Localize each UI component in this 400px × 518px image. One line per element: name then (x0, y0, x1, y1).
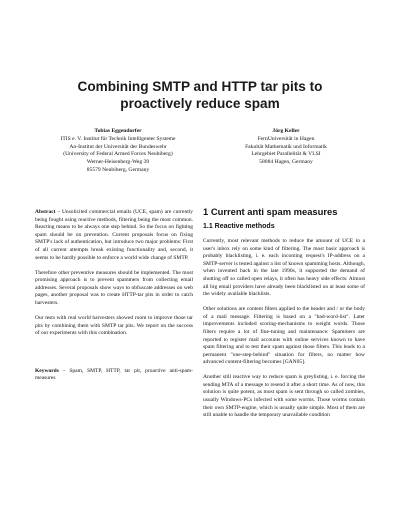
body-paragraph: Other solutions are content filters applied to the header and / or the body of a mail message. Filtering is based on a "bad-word-list". Later improvements included scoring-mechanisms to weight words. Those filters require a lot of fine-tuning and maintenance: Spammers are reported to register mail accounts with online services known to have spam filtering and to test their spam against those filters. This leads to a permanent "one-step-behind" situation for filters, no matter how advanced content-filtering becomes [GAN05]. (203, 306, 365, 366)
author-name: Jörg Keller (272, 128, 300, 134)
affiliation-line: ITIS e. V. Institut für Technik Intelligenter Systeme (60, 135, 176, 142)
affiliation-line: 85579 Neubiberg, Germany (86, 166, 150, 173)
title-line-1: Combining SMTP and HTTP tar pits to (77, 79, 323, 94)
right-column (203, 238, 365, 427)
abstract-text: – Unsolicited commercial emails (UCE, spam) are currently being fought using reactive methods, filtering being the most common. Reacting means to be always one step behind. So the focus on fighting spam should be on prevention. Current proposals focus on fixing SMTP's lack of authentication, but introduce two major problems: First of all current attempts break existing functionality and, second, it seems to be hardly possible to enforce a world wide change of SMTP. (35, 209, 193, 261)
abstract-paragraph (35, 209, 193, 262)
keywords-label: Keywords (35, 367, 59, 374)
abstract-paragraph: Therefore other preventive measures should be implemented. The most promising approach is to prevent spammers from collecting email addresses. Several proposals show ways to obfuscate addresses on web pages, another proposal was to create HTTP-tar pits in order to catch harvesters. (35, 269, 193, 306)
keywords-text: – Spam, SMTP, HTTP, tar pit, proactive anti-spam-measures (35, 367, 193, 382)
left-column (35, 209, 193, 390)
affiliation-line: (University of Federal Armed Forces Neubiberg) (63, 151, 173, 158)
body-paragraph: Another still reactive way to reduce spam is greylisting, i. e. forcing the sending MTA of a message to resend it after a short time. As of now, this solution is quite potent, as most spam is sent through so called zombies, usually Windows-PCs infected with some worms. Those worms contain their own SMTP-engine, which is usually quite simple. Most of them are still unable to handle the temporary unavailable condition (203, 374, 365, 419)
affiliation-line: Werner-Heisenberg-Weg 39 (86, 159, 150, 166)
section-heading: 1 Current anti spam measures (203, 206, 338, 217)
paper-title (0, 78, 400, 112)
abstract-paragraph: Our tests with real world harvesters showed room to improve those tar pits by combining them with SMTP tar pits. We report on the success of our experiments with this combination. (35, 314, 193, 337)
affiliation-line: Fakultät Mathematik und Informatik (245, 143, 327, 150)
author-name: Tobias Eggendorfer (94, 128, 142, 134)
keywords-paragraph (35, 368, 193, 383)
abstract-label: Abstract (35, 209, 56, 215)
affiliation-line: FernUniversität in Hagen (257, 135, 315, 142)
affiliation-line: 58084 Hagen, Germany (259, 159, 313, 166)
affiliation-line: An-Institut der Universität der Bundeswehr (69, 143, 167, 150)
affiliation-line: Lehrgebiet Parallelität & VLSI (251, 151, 321, 158)
author-block-2 (196, 128, 376, 167)
subsection-heading: 1.1 Reactive methods (203, 223, 275, 230)
body-paragraph: Currently, most relevant methods to reduce the amount of UCE in a user's inbox rely on some kind of filtering. The most basic approach is probably blacklisting, i. e. each incoming request's IP-address on a SMTP-server is tested against a list of known spamming hosts. Although, when invented back in the late 1990s, it supported the demand of shutting off so called open relays, it often has heavy side effects: Almost all big email providers have already been blacklisted on at least some of the widely available blacklists. (203, 238, 365, 298)
author-block-1 (28, 128, 208, 175)
title-line-2: proactively reduce spam (120, 96, 280, 111)
